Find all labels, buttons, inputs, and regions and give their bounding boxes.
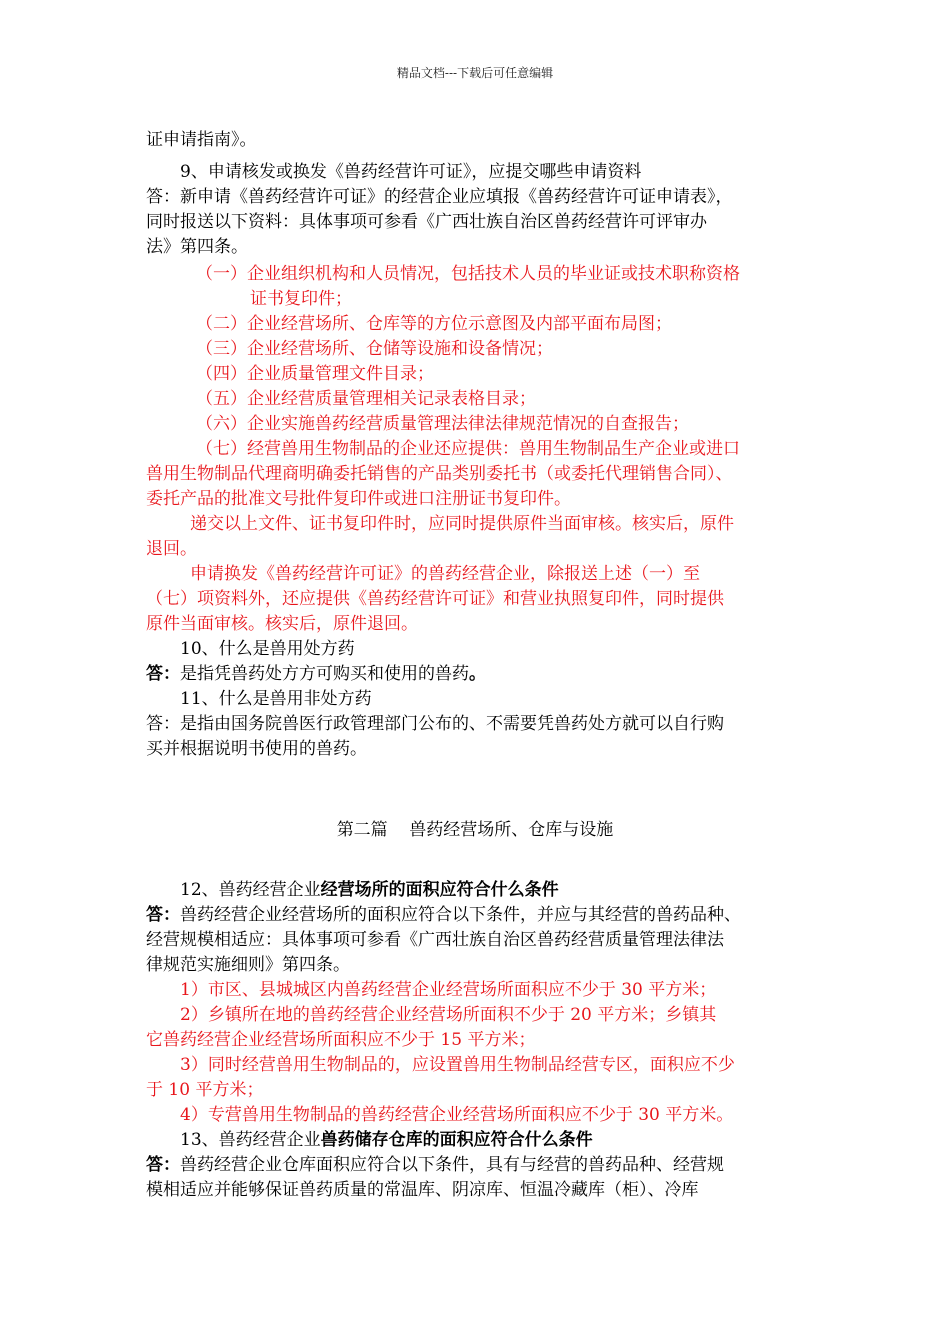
list-item-5: （五）企业经营质量管理相关记录表格目录；: [196, 389, 536, 409]
answer-13-line: [146, 1153, 724, 1177]
list-item-2: （二）企业经营场所、仓库等的方位示意图及内部平面布局图；: [196, 314, 672, 334]
answer-12-line: 律规范实施细则》第四条。: [146, 955, 350, 975]
answer-9-line: 答：新申请《兽药经营许可证》的经营企业应填报《兽药经营许可证申请表》，: [146, 187, 733, 207]
answer-11-line: 答：是指由国务院兽医行政管理部门公布的、不需要凭兽药处方就可以自行购: [146, 714, 724, 734]
question-11: 11、什么是兽用非处方药: [180, 689, 372, 709]
list-item-1: （一）企业组织机构和人员情况，包括技术人员的毕业证或技术职称资格: [196, 264, 740, 284]
question-9: 9、申请核发或换发《兽药经营许可证》，应提交哪些申请资料: [180, 162, 642, 182]
list-item-3: （三）企业经营场所、仓储等设施和设备情况；: [196, 339, 553, 359]
section-title: 第二篇 兽药经营场所、仓库与设施: [336, 820, 614, 840]
answer-text: 兽药经营企业仓库面积应符合以下条件，具有与经营的兽药品种、经营规: [180, 1155, 724, 1175]
list-item-4: （四）企业质量管理文件目录；: [196, 364, 434, 384]
page-header: 精品文档---下载后可任意编辑: [396, 66, 554, 80]
answer-10: [146, 662, 486, 686]
condition-2-cont: 它兽药经营企业经营场所面积应不少于 15 平方米；: [146, 1030, 536, 1050]
question-12: [180, 878, 559, 902]
answer-label: 答：: [146, 664, 180, 684]
question-10: 10、什么是兽用处方药: [180, 639, 355, 659]
note-paragraph: 申请换发《兽药经营许可证》的兽药经营企业，除报送上述（一）至: [190, 564, 700, 584]
condition-3: 3）同时经营兽用生物制品的，应设置兽用生物制品经营专区，面积应不少: [180, 1055, 735, 1075]
answer-end: 。: [469, 664, 486, 684]
paragraph-line: 证申请指南》。: [146, 130, 257, 150]
note-paragraph: 递交以上文件、证书复印件时，应同时提供原件当面审核。核实后，原件: [190, 514, 734, 534]
note-paragraph-cont: 退回。: [146, 539, 197, 559]
condition-4: 4）专营兽用生物制品的兽药经营企业经营场所面积应不少于 30 平方米。: [180, 1105, 734, 1125]
answer-text: 是指凭兽药处方方可购买和使用的兽药: [180, 664, 469, 684]
list-item-7: （七）经营兽用生物制品的企业还应提供：兽用生物制品生产企业或进口: [196, 439, 740, 459]
question-bold: 经营场所的面积应符合什么条件: [320, 880, 559, 900]
answer-text: 兽药经营企业经营场所的面积应符合以下条件，并应与其经营的兽药品种、: [180, 905, 741, 925]
answer-9-line: 法》第四条。: [146, 237, 248, 257]
answer-label: 答：: [146, 905, 180, 925]
question-prefix: 12、兽药经营企业: [180, 880, 321, 900]
list-item-1-cont: 证书复印件；: [250, 289, 352, 309]
note-paragraph-cont: 原件当面审核。核实后，原件退回。: [146, 614, 418, 634]
answer-11-line: 买并根据说明书使用的兽药。: [146, 739, 367, 759]
answer-13-line: 模相适应并能够保证兽药质量的常温库、阴凉库、恒温冷藏库（柜）、冷库: [146, 1180, 699, 1200]
answer-9-line: 同时报送以下资料：具体事项可参看《广西壮族自治区兽药经营许可评审办: [146, 212, 707, 232]
question-prefix: 13、兽药经营企业: [180, 1130, 321, 1150]
condition-1: 1）市区、县城城区内兽药经营企业经营场所面积应不少于 30 平方米；: [180, 980, 717, 1000]
answer-12-line: 经营规模相适应：具体事项可参看《广西壮族自治区兽药经营质量管理法律法: [146, 930, 724, 950]
answer-12-line: [146, 903, 741, 927]
list-item-7-cont: 兽用生物制品代理商明确委托销售的产品类别委托书（或委托代理销售合同）、: [146, 464, 733, 484]
answer-label: 答：: [146, 1155, 180, 1175]
question-bold: 兽药储存仓库的面积应符合什么条件: [320, 1130, 593, 1150]
list-item-6: （六）企业实施兽药经营质量管理法律法律规范情况的自查报告；: [196, 414, 689, 434]
question-13: [180, 1128, 593, 1152]
condition-2: 2）乡镇所在地的兽药经营企业经营场所面积不少于 20 平方米；乡镇其: [180, 1005, 717, 1025]
note-paragraph-cont: （七）项资料外，还应提供《兽药经营许可证》和营业执照复印件，同时提供: [146, 589, 724, 609]
condition-3-cont: 于 10 平方米；: [146, 1080, 264, 1100]
list-item-7-cont: 委托产品的批准文号批件复印件或进口注册证书复印件。: [146, 489, 571, 509]
